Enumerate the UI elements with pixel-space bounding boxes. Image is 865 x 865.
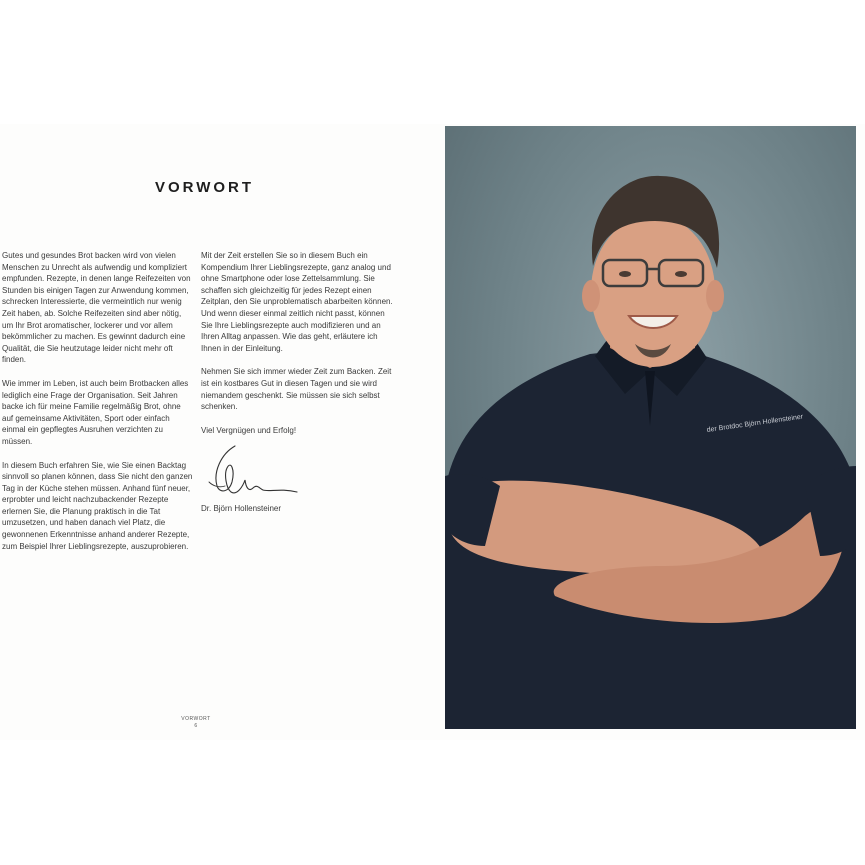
- paragraph: Nehmen Sie sich immer wieder Zeit zum Backen. Zeit ist ein kostbares Gut in diesen Tagen und sie wird niemandem geschenkt. Sie müssen sie sich selbst schenken.: [201, 367, 392, 412]
- page-footer: [176, 716, 216, 730]
- left-page: [0, 124, 444, 740]
- shirt-embroidery: der Brotdoc Björn Hollensteiner: [706, 413, 804, 434]
- closing-line: Viel Vergnügen und Erfolg!: [201, 425, 297, 435]
- paragraph: Wie immer im Leben, ist auch beim Brotbacken alles lediglich eine Frage der Organisation. Seit Jahren backe ich für meine Familie regelmäßig Brot, ohne auf gemeinsame Aktivitäten, Sport oder einfach einmal ein gepflegtes Ausruhen verzichten zu müssen.: [2, 378, 189, 446]
- paragraph: Gutes und gesundes Brot backen wird von vielen Menschen zu Unrecht als aufwendig und kompliziert empfunden. Rezepte, in denen lange Reifezeiten von Stunden bis einigen Tagen zur Anwendung kommen, schrecken Interessierte, die vermeintlich nur wenig Zeit haben, ab. Solche Reifezeiten sind aber nötig, um Ihr Brot aromatischer, lockerer und vor allem bekömmlicher zu machen. Es gewinnt dadurch eine Qualität, die Sie heutzutage leider nicht mehr oft finden.: [2, 251, 191, 365]
- signature-image: [199, 442, 303, 500]
- paragraph: In diesem Buch erfahren Sie, wie Sie einen Backtag sinnvoll so planen können, dass Sie nicht den ganzen Tag in der Küche stehen müssen. Anhand fünf neuer, erprobter und leicht nachzubackender Rezepte erlernen Sie, die Planung praktisch in die Tat umzusetzen, und haben danach viel Platz, die gewonnenen Erkenntnisse anhand anderer Rezepte, zum Beispiel Ihrer Lieblingsrezepte, auszuprobieren.: [2, 460, 193, 551]
- text-column-1: [2, 250, 194, 564]
- portrait-illustration: [445, 126, 856, 729]
- page-number: 6: [194, 723, 198, 729]
- page-heading: VORWORT: [155, 179, 255, 196]
- text-column-2: [201, 250, 393, 527]
- book-spread: [0, 124, 865, 740]
- author-photo: [445, 126, 856, 729]
- footer-label: VORWORT: [181, 716, 211, 722]
- paragraph: Mit der Zeit erstellen Sie so in diesem Buch ein Kompendium Ihrer Lieblingsrezepte, ganz analog und ohne Smartphone oder lose Zettelsammlung. Sie schaffen sich gleichzeitig für jedes Rezept einen Zeitplan, den Sie unproblematisch abarbeiten können. Und wenn dieser einmal zeitlich nicht passt, können Sie Ihre Lieblingsrezepte auch modifizieren und an Ihren Alltag anpassen. Wie das geht, erläutere ich Ihnen in der Einleitung.: [201, 251, 393, 353]
- author-name: Dr. Björn Hollensteiner: [201, 504, 282, 514]
